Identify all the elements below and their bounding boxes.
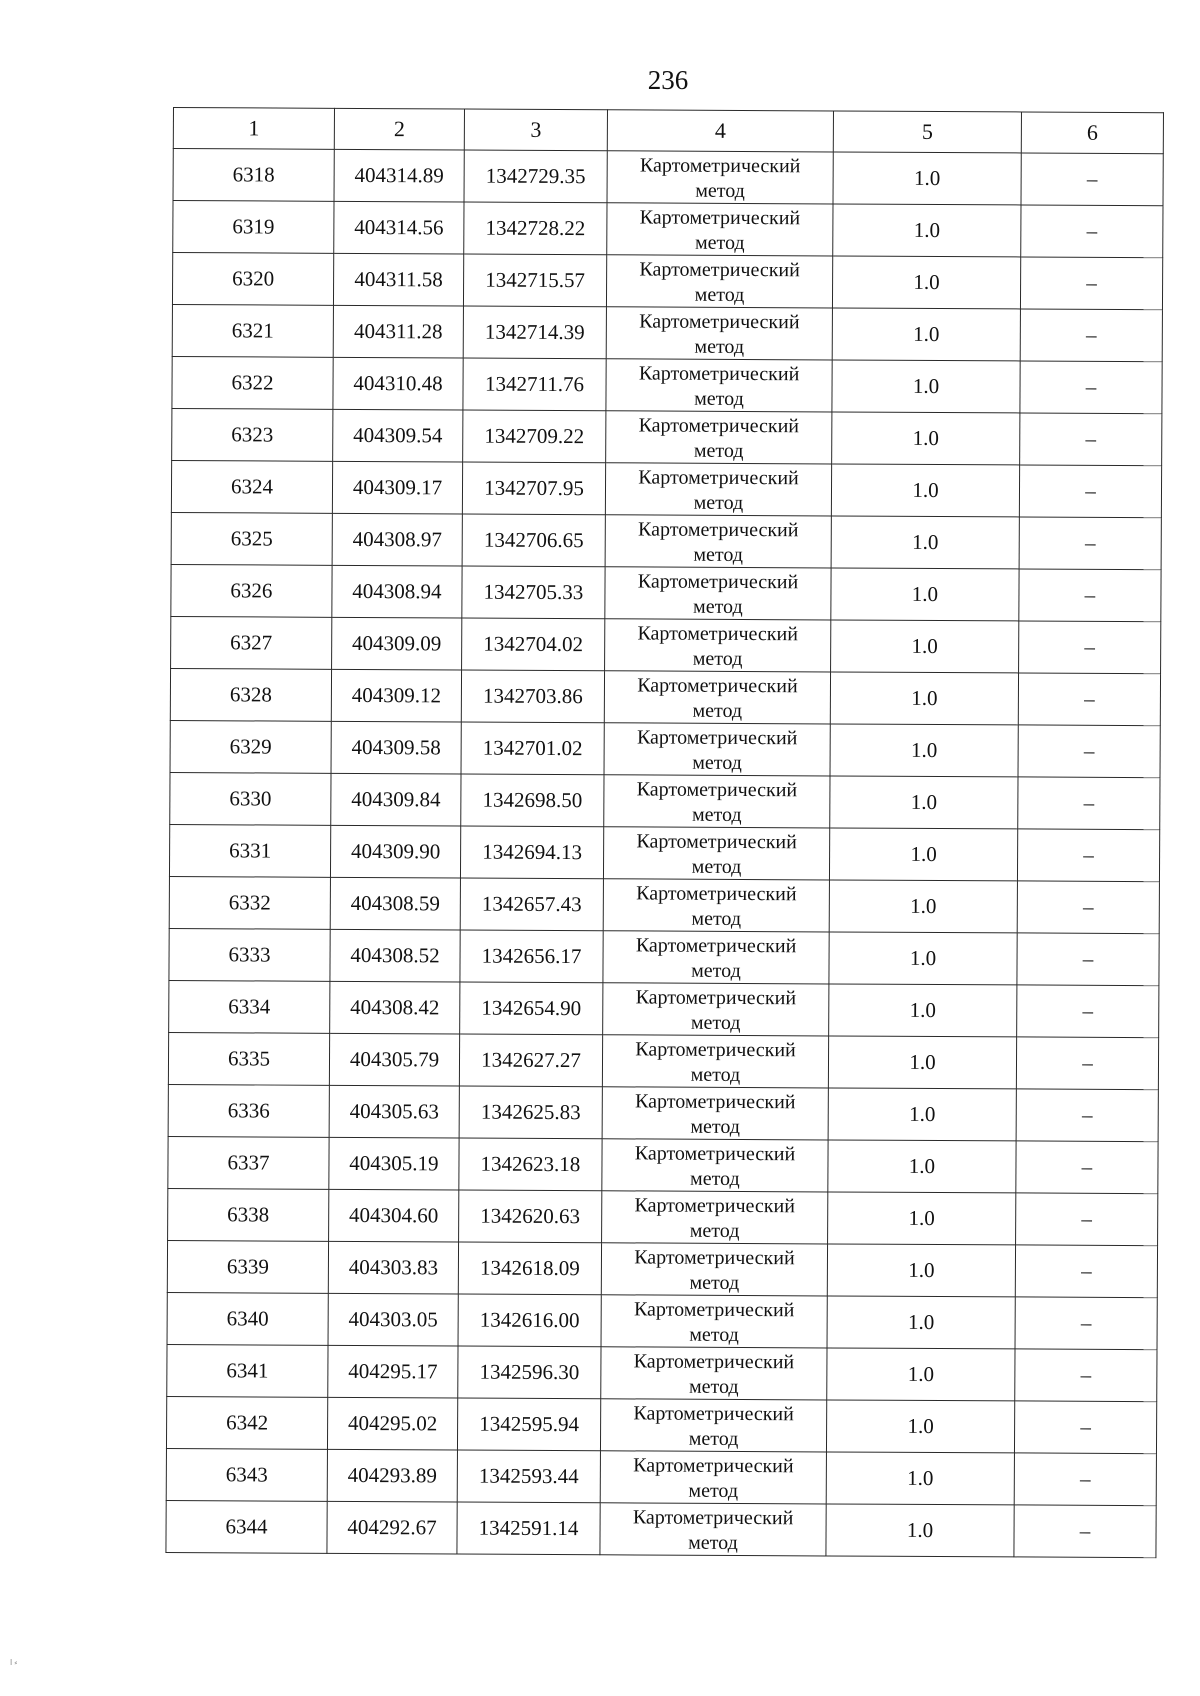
method-line-1: Картометрический <box>635 933 797 957</box>
accuracy-cell: 1.0 <box>827 1296 1015 1349</box>
method-line-1: Картометрический <box>637 621 799 645</box>
accuracy-cell: 1.0 <box>826 1452 1014 1505</box>
method-line-2: метод <box>688 1531 738 1554</box>
method-cell <box>602 1087 828 1140</box>
note-cell: – <box>1016 1141 1158 1194</box>
table-body <box>166 108 1164 1558</box>
y-coordinate-cell: 1342657.43 <box>460 878 603 931</box>
note-cell: – <box>1020 413 1162 466</box>
header-cell-4: 4 <box>607 110 833 152</box>
note-cell: – <box>1020 309 1162 362</box>
table-row <box>167 1292 1157 1349</box>
x-coordinate-cell: 404311.58 <box>333 253 463 306</box>
method-line-1: Картометрический <box>638 361 800 385</box>
y-coordinate-cell: 1342595.94 <box>457 1398 600 1451</box>
accuracy-cell: 1.0 <box>832 360 1020 413</box>
method-line-2: метод <box>692 751 742 774</box>
y-coordinate-cell: 1342706.65 <box>462 514 605 567</box>
y-coordinate-cell: 1342694.13 <box>460 826 603 879</box>
y-coordinate-cell: 1342698.50 <box>461 774 604 827</box>
x-coordinate-cell: 404295.02 <box>327 1397 457 1450</box>
point-id-cell: 6340 <box>167 1292 328 1345</box>
method-cell <box>604 671 830 724</box>
point-id-cell: 6325 <box>171 512 332 565</box>
method-cell <box>605 619 831 672</box>
x-coordinate-cell: 404311.28 <box>333 305 463 358</box>
accuracy-cell: 1.0 <box>832 308 1020 361</box>
method-line-1: Картометрический <box>637 673 798 697</box>
method-line-2: метод <box>694 387 744 410</box>
y-coordinate-cell: 1342620.63 <box>459 1190 602 1243</box>
x-coordinate-cell: 404308.97 <box>332 513 462 566</box>
table-row <box>171 564 1161 621</box>
x-coordinate-cell: 404305.63 <box>329 1085 459 1138</box>
method-line-2: метод <box>689 1271 740 1294</box>
point-id-cell: 6344 <box>166 1500 327 1553</box>
method-line-2: метод <box>693 439 744 462</box>
x-coordinate-cell: 404314.89 <box>334 149 464 202</box>
note-cell: – <box>1021 153 1163 206</box>
table-row <box>168 1136 1158 1193</box>
note-cell: – <box>1015 1297 1157 1350</box>
note-cell: – <box>1018 777 1160 830</box>
method-line-1: Картометрический <box>633 1401 794 1425</box>
method-cell <box>600 1451 826 1504</box>
x-coordinate-cell: 404310.48 <box>333 357 463 410</box>
table-row <box>168 1032 1158 1089</box>
method-cell <box>602 1035 828 1088</box>
table-row <box>173 201 1163 258</box>
header-cell-5: 5 <box>833 111 1021 153</box>
y-coordinate-cell: 1342701.02 <box>461 722 604 775</box>
method-line-2: метод <box>691 855 742 878</box>
note-cell: – <box>1018 725 1160 778</box>
table-row <box>168 1084 1158 1141</box>
method-line-1: Картометрический <box>638 413 800 437</box>
table-row <box>169 876 1159 933</box>
method-line-2: метод <box>689 1219 740 1242</box>
y-coordinate-cell: 1342656.17 <box>460 930 603 983</box>
table-row <box>172 304 1162 361</box>
method-cell <box>606 307 832 360</box>
y-coordinate-cell: 1342707.95 <box>462 462 605 515</box>
note-cell: – <box>1017 985 1159 1038</box>
point-id-cell: 6323 <box>172 408 333 461</box>
y-coordinate-cell: 1342591.14 <box>457 1502 600 1555</box>
table-row <box>169 980 1159 1037</box>
note-cell: – <box>1019 569 1161 622</box>
x-coordinate-cell: 404305.19 <box>329 1137 459 1190</box>
method-cell <box>604 775 830 828</box>
method-cell <box>603 827 829 880</box>
accuracy-cell: 1.0 <box>828 1088 1016 1141</box>
note-cell: – <box>1017 829 1159 882</box>
method-line-2: метод <box>688 1427 739 1450</box>
x-coordinate-cell: 404308.94 <box>332 565 462 618</box>
accuracy-cell: 1.0 <box>826 1400 1014 1453</box>
y-coordinate-cell: 1342703.86 <box>461 670 604 723</box>
point-id-cell: 6320 <box>172 253 333 306</box>
method-line-2: метод <box>690 1167 740 1190</box>
method-line-2: метод <box>691 803 742 826</box>
method-cell <box>602 1191 828 1244</box>
x-coordinate-cell: 404295.17 <box>328 1345 458 1398</box>
note-cell: – <box>1015 1245 1157 1298</box>
method-line-1: Картометрический <box>637 569 799 593</box>
margin-mark: I ⸗ <box>10 1658 18 1667</box>
method-line-1: Картометрический <box>639 153 801 177</box>
method-line-2: метод <box>692 699 743 722</box>
method-line-1: Картометрический <box>639 257 800 281</box>
x-coordinate-cell: 404293.89 <box>327 1449 457 1502</box>
note-cell: – <box>1020 257 1162 310</box>
accuracy-cell: 1.0 <box>828 1192 1016 1245</box>
point-id-cell: 6328 <box>170 668 331 721</box>
method-cell <box>606 411 832 464</box>
point-id-cell: 6322 <box>172 356 333 409</box>
accuracy-cell: 1.0 <box>829 880 1017 933</box>
note-cell: – <box>1016 1037 1158 1090</box>
method-line-2: метод <box>691 959 741 982</box>
method-line-2: метод <box>689 1323 739 1346</box>
y-coordinate-cell: 1342596.30 <box>458 1346 601 1399</box>
method-cell <box>600 1399 826 1452</box>
x-coordinate-cell: 404309.58 <box>331 721 461 774</box>
header-cell-2: 2 <box>334 108 464 150</box>
y-coordinate-cell: 1342705.33 <box>462 566 605 619</box>
x-coordinate-cell: 404309.84 <box>331 773 461 826</box>
accuracy-cell: 1.0 <box>831 516 1019 569</box>
method-line-2: метод <box>694 335 745 358</box>
method-cell <box>606 255 832 308</box>
method-cell <box>603 931 829 984</box>
x-coordinate-cell: 404308.42 <box>330 981 460 1034</box>
note-cell: – <box>1014 1401 1156 1454</box>
method-cell <box>603 879 829 932</box>
x-coordinate-cell: 404309.90 <box>330 825 460 878</box>
accuracy-cell: 1.0 <box>833 204 1021 257</box>
x-coordinate-cell: 404304.60 <box>329 1189 459 1242</box>
point-id-cell: 6341 <box>167 1344 328 1397</box>
method-line-1: Картометрический <box>635 1089 796 1113</box>
method-cell <box>602 1139 828 1192</box>
point-id-cell: 6332 <box>169 876 330 929</box>
x-coordinate-cell: 404309.17 <box>332 461 462 514</box>
x-coordinate-cell: 404309.12 <box>331 669 461 722</box>
method-cell <box>600 1503 826 1556</box>
point-id-cell: 6324 <box>171 460 332 513</box>
accuracy-cell: 1.0 <box>832 412 1020 465</box>
note-cell: – <box>1021 205 1163 258</box>
method-line-2: метод <box>693 491 744 514</box>
method-line-1: Картометрический <box>633 1297 795 1321</box>
accuracy-cell: 1.0 <box>828 1140 1016 1193</box>
method-cell <box>606 359 832 412</box>
table-row <box>167 1240 1157 1297</box>
method-cell <box>601 1295 827 1348</box>
note-cell: – <box>1019 465 1161 518</box>
accuracy-cell: 1.0 <box>832 256 1020 309</box>
y-coordinate-cell: 1342704.02 <box>462 618 605 671</box>
point-id-cell: 6343 <box>166 1448 327 1501</box>
method-cell <box>604 723 830 776</box>
note-cell: – <box>1019 517 1161 570</box>
accuracy-cell: 1.0 <box>828 1036 1016 1089</box>
accuracy-cell: 1.0 <box>829 984 1017 1037</box>
y-coordinate-cell: 1342709.22 <box>463 410 606 463</box>
method-line-1: Картометрический <box>634 1193 796 1217</box>
method-cell <box>605 463 831 516</box>
table-row <box>170 772 1160 829</box>
table-row <box>169 824 1159 881</box>
x-coordinate-cell: 404303.05 <box>328 1293 458 1346</box>
point-id-cell: 6319 <box>173 201 334 254</box>
method-line-2: метод <box>691 907 742 930</box>
x-coordinate-cell: 404308.52 <box>330 929 460 982</box>
method-line-1: Картометрический <box>638 517 799 541</box>
y-coordinate-cell: 1342728.22 <box>464 202 607 255</box>
method-cell <box>605 567 831 620</box>
method-cell <box>607 151 833 204</box>
point-id-cell: 6337 <box>168 1136 329 1189</box>
x-coordinate-cell: 404309.09 <box>332 617 462 670</box>
point-id-cell: 6336 <box>168 1084 329 1137</box>
table-row <box>167 1344 1157 1401</box>
method-line-1: Картометрический <box>635 985 797 1009</box>
accuracy-cell: 1.0 <box>830 672 1018 725</box>
x-coordinate-cell: 404314.56 <box>334 201 464 254</box>
accuracy-cell: 1.0 <box>833 152 1021 205</box>
point-id-cell: 6339 <box>167 1240 328 1293</box>
method-line-2: метод <box>690 1011 741 1034</box>
method-line-2: метод <box>688 1375 739 1398</box>
table-row <box>166 1396 1156 1453</box>
point-id-cell: 6326 <box>171 564 332 617</box>
note-cell: – <box>1014 1453 1156 1506</box>
point-id-cell: 6334 <box>169 980 330 1033</box>
accuracy-cell: 1.0 <box>826 1504 1014 1557</box>
method-line-2: метод <box>694 283 745 306</box>
y-coordinate-cell: 1342627.27 <box>459 1034 602 1087</box>
note-cell: – <box>1016 1089 1158 1142</box>
method-cell <box>601 1347 827 1400</box>
accuracy-cell: 1.0 <box>831 620 1019 673</box>
method-line-2: метод <box>690 1115 741 1138</box>
point-id-cell: 6330 <box>170 772 331 825</box>
table-row <box>172 253 1162 310</box>
point-id-cell: 6342 <box>166 1396 327 1449</box>
point-id-cell: 6327 <box>171 616 332 669</box>
table-row <box>171 512 1161 569</box>
point-id-cell: 6338 <box>168 1188 329 1241</box>
table-row <box>169 928 1159 985</box>
table-row <box>170 720 1160 777</box>
accuracy-cell: 1.0 <box>831 568 1019 621</box>
accuracy-cell: 1.0 <box>827 1348 1015 1401</box>
y-coordinate-cell: 1342729.35 <box>464 150 607 203</box>
method-line-1: Картометрический <box>635 1037 796 1061</box>
y-coordinate-cell: 1342711.76 <box>463 358 606 411</box>
method-line-1: Картометрический <box>634 1141 796 1165</box>
note-cell: – <box>1015 1349 1157 1402</box>
method-cell <box>603 983 829 1036</box>
point-id-cell: 6331 <box>169 824 330 877</box>
note-cell: – <box>1018 673 1160 726</box>
x-coordinate-cell: 404309.54 <box>333 409 463 462</box>
x-coordinate-cell: 404292.67 <box>327 1501 457 1554</box>
point-id-cell: 6335 <box>168 1032 329 1085</box>
point-id-cell: 6321 <box>172 304 333 357</box>
note-cell: – <box>1017 933 1159 986</box>
x-coordinate-cell: 404305.79 <box>329 1033 459 1086</box>
method-line-1: Картометрический <box>639 205 801 229</box>
method-line-1: Картометрический <box>639 309 800 333</box>
x-coordinate-cell: 404303.83 <box>328 1241 458 1294</box>
method-line-1: Картометрический <box>636 881 797 905</box>
y-coordinate-cell: 1342593.44 <box>457 1450 600 1503</box>
point-id-cell: 6333 <box>169 928 330 981</box>
method-line-1: Картометрический <box>633 1453 794 1477</box>
y-coordinate-cell: 1342625.83 <box>459 1086 602 1139</box>
method-line-1: Картометрический <box>634 1245 795 1269</box>
method-line-1: Картометрический <box>638 465 799 489</box>
method-line-2: метод <box>690 1063 741 1086</box>
method-line-2: метод <box>688 1479 739 1502</box>
coordinates-table <box>165 107 1164 1558</box>
y-coordinate-cell: 1342616.00 <box>458 1294 601 1347</box>
accuracy-cell: 1.0 <box>830 776 1018 829</box>
table-row <box>172 408 1162 465</box>
accuracy-cell: 1.0 <box>829 932 1017 985</box>
accuracy-cell: 1.0 <box>827 1244 1015 1297</box>
table-header-row <box>173 108 1163 154</box>
y-coordinate-cell: 1342715.57 <box>463 254 606 307</box>
header-cell-3: 3 <box>464 109 607 151</box>
method-line-1: Картометрический <box>633 1349 795 1373</box>
y-coordinate-cell: 1342714.39 <box>463 306 606 359</box>
note-cell: – <box>1017 881 1159 934</box>
point-id-cell: 6318 <box>173 149 334 202</box>
method-cell <box>605 515 831 568</box>
header-cell-6: 6 <box>1021 112 1163 154</box>
method-line-2: метод <box>695 179 745 202</box>
note-cell: – <box>1014 1505 1156 1558</box>
method-cell <box>607 203 833 256</box>
method-line-2: метод <box>692 647 743 670</box>
note-cell: – <box>1020 361 1162 414</box>
method-line-1: Картометрический <box>632 1505 794 1529</box>
header-cell-1: 1 <box>173 108 334 150</box>
table-row <box>171 460 1161 517</box>
method-cell <box>601 1243 827 1296</box>
x-coordinate-cell: 404308.59 <box>330 877 460 930</box>
table-row <box>171 616 1161 673</box>
point-id-cell: 6329 <box>170 720 331 773</box>
accuracy-cell: 1.0 <box>829 828 1017 881</box>
table-row <box>173 149 1163 206</box>
method-line-1: Картометрический <box>636 725 798 749</box>
table-row <box>166 1448 1156 1505</box>
y-coordinate-cell: 1342618.09 <box>458 1242 601 1295</box>
method-line-1: Картометрический <box>636 829 797 853</box>
table-row <box>172 356 1162 413</box>
y-coordinate-cell: 1342623.18 <box>459 1138 602 1191</box>
method-line-1: Картометрический <box>636 777 798 801</box>
accuracy-cell: 1.0 <box>831 464 1019 517</box>
method-line-2: метод <box>694 231 745 254</box>
accuracy-cell: 1.0 <box>830 724 1018 777</box>
table-row <box>168 1188 1158 1245</box>
note-cell: – <box>1016 1193 1158 1246</box>
table-row <box>166 1500 1156 1557</box>
table-row <box>170 668 1160 725</box>
y-coordinate-cell: 1342654.90 <box>460 982 603 1035</box>
note-cell: – <box>1019 621 1161 674</box>
method-line-2: метод <box>693 595 743 618</box>
page-number: 236 <box>647 65 689 95</box>
method-line-2: метод <box>693 543 744 566</box>
